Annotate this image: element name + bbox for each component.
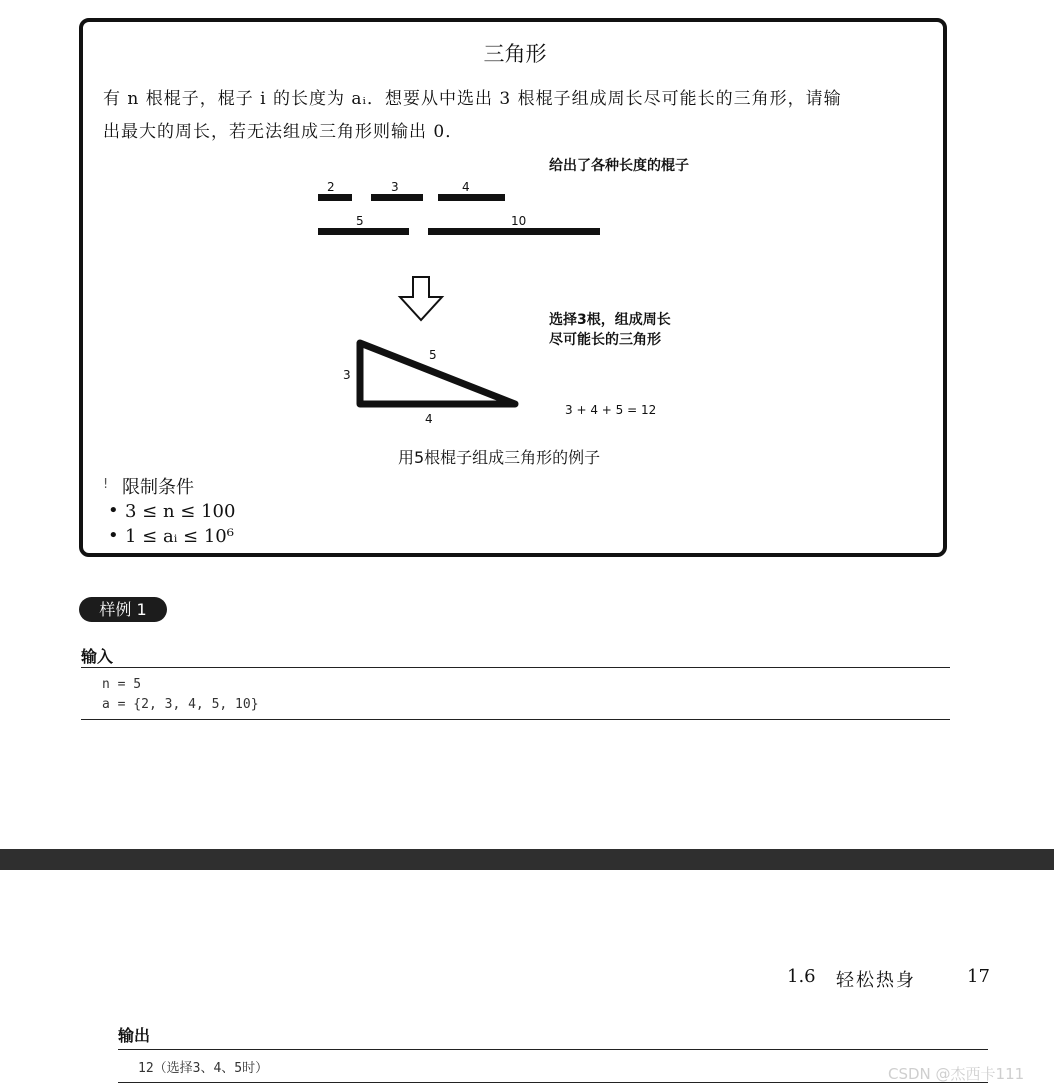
triangle-label-left: 3 bbox=[343, 368, 351, 382]
constraint-item-2: 1 ≤ aᵢ ≤ 10⁶ bbox=[125, 526, 234, 547]
output-bottom-rule bbox=[118, 1082, 988, 1083]
problem-title: 三角形 bbox=[483, 42, 547, 66]
stick-5 bbox=[318, 228, 409, 235]
stick-2 bbox=[318, 194, 352, 201]
stick-10 bbox=[428, 228, 600, 235]
triangle-diagram bbox=[355, 338, 525, 410]
stick-label-2: 2 bbox=[327, 180, 335, 194]
input-line-2: a = {2, 3, 4, 5, 10} bbox=[102, 697, 259, 712]
input-bottom-rule bbox=[81, 719, 950, 720]
stick-label-4: 4 bbox=[462, 180, 470, 194]
output-label: 输出 bbox=[118, 1026, 151, 1045]
problem-description-line-1: 有 n 根棍子，棍子 i 的长度为 aᵢ．想要从中选出 3 根棍子组成周长尽可能长的三角形，请输 bbox=[103, 89, 842, 109]
stick-label-5: 5 bbox=[356, 214, 364, 228]
stick-3 bbox=[371, 194, 423, 201]
triangle-label-bottom: 4 bbox=[425, 412, 433, 426]
constraint-bullet-1: • bbox=[108, 500, 119, 521]
down-arrow-icon bbox=[396, 275, 446, 323]
choose-note-line-1: 选择3根，组成周长 bbox=[549, 312, 671, 328]
section-number: 1.6 bbox=[787, 966, 816, 987]
input-label: 输入 bbox=[81, 647, 114, 666]
perimeter-equation: 3 + 4 + 5 = 12 bbox=[565, 403, 657, 417]
triangle-label-hypotenuse: 5 bbox=[429, 348, 437, 362]
sample-badge: 样例 1 bbox=[79, 597, 167, 622]
problem-description-line-2: 出最大的周长，若无法组成三角形则输出 0． bbox=[103, 122, 464, 142]
constraints-heading: 限制条件 bbox=[122, 477, 194, 498]
stick-4 bbox=[438, 194, 505, 201]
choose-note-line-2: 尽可能长的三角形 bbox=[549, 332, 661, 348]
constraint-item-1: 3 ≤ n ≤ 100 bbox=[125, 501, 236, 522]
input-line-1: n = 5 bbox=[102, 677, 142, 692]
page-break-band bbox=[0, 849, 1054, 870]
given-sticks-note: 给出了各种长度的棍子 bbox=[549, 158, 689, 174]
section-title: 轻松热身 bbox=[836, 970, 916, 991]
warning-icon: ! bbox=[103, 477, 109, 492]
watermark: CSDN @杰西卡111 bbox=[888, 1065, 1025, 1083]
stick-label-3: 3 bbox=[391, 180, 399, 194]
input-top-rule bbox=[81, 667, 950, 668]
constraint-bullet-2: • bbox=[108, 525, 119, 546]
figure-caption: 用5根棍子组成三角形的例子 bbox=[398, 448, 601, 467]
output-top-rule bbox=[118, 1049, 988, 1050]
stick-label-10: 10 bbox=[511, 214, 527, 228]
page-number: 17 bbox=[967, 966, 990, 987]
output-value: 12（选择3、4、5时） bbox=[138, 1061, 269, 1076]
